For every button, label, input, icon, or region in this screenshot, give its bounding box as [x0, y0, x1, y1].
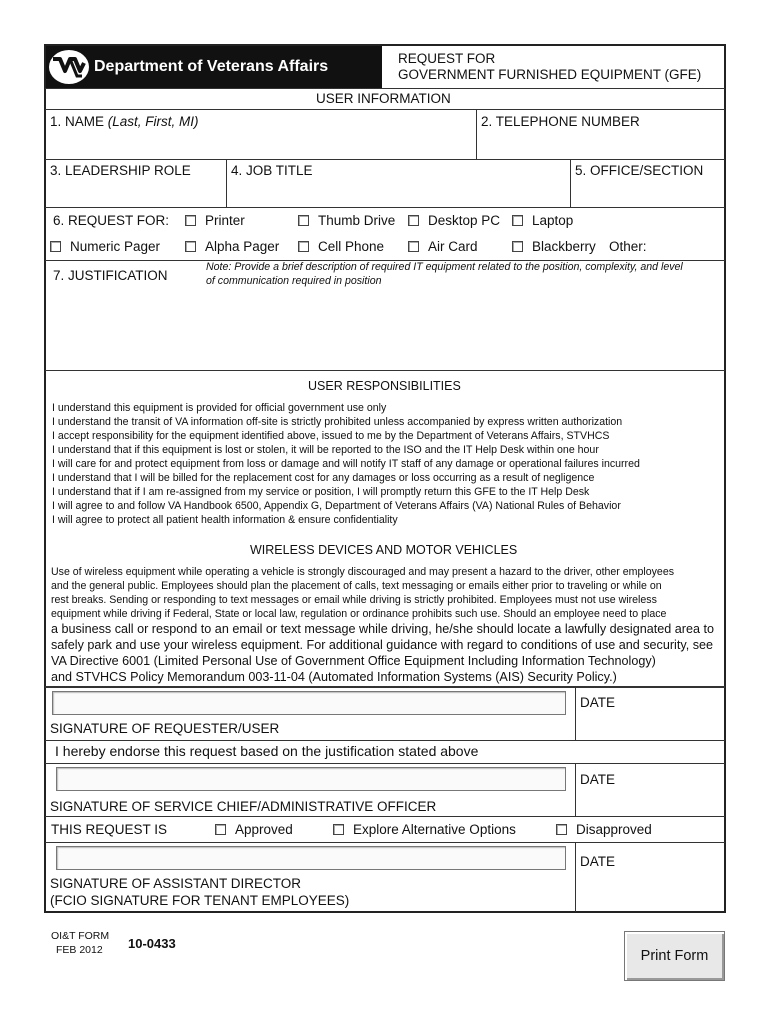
- air-card-checkbox[interactable]: [408, 241, 419, 252]
- responsibilities-title: USER RESPONSIBILITIES: [308, 379, 461, 393]
- name-hint: (Last, First, MI): [107, 114, 199, 129]
- printer-checkbox[interactable]: [185, 215, 196, 226]
- justification-text-area[interactable]: [206, 290, 722, 368]
- responsibility-line: I understand the transit of VA information off-site is strictly prohibited unless accompanied by express written authorization: [52, 416, 623, 428]
- approved-checkbox[interactable]: [215, 824, 226, 835]
- job-title-label[interactable]: 4. JOB TITLE: [231, 163, 313, 178]
- assistant-date-label[interactable]: DATE: [580, 854, 616, 869]
- numeric-pager-checkbox[interactable]: [50, 241, 61, 252]
- wireless-line: safely park and use your wireless equipment. For additional guidance with regard to conditions of use and security, see: [51, 638, 714, 652]
- responsibility-line: I will agree to protect all patient health information & ensure confidentiality: [52, 514, 398, 526]
- assistant-signature-label-line2: (FCIO SIGNATURE FOR TENANT EMPLOYEES): [50, 893, 350, 908]
- other-label[interactable]: Other:: [609, 239, 647, 254]
- name-field-label[interactable]: [50, 114, 199, 129]
- air-card-option-label: Air Card: [428, 239, 478, 254]
- wireless-title: WIRELESS DEVICES AND MOTOR VEHICLES: [250, 543, 518, 557]
- explore-alternatives-checkbox[interactable]: [333, 824, 344, 835]
- request-for-label: 6. REQUEST FOR:: [53, 213, 170, 228]
- alpha-pager-option-label: Alpha Pager: [205, 239, 280, 254]
- telephone-label[interactable]: 2. TELEPHONE NUMBER: [481, 114, 640, 129]
- name-label: 1. NAME: [50, 114, 105, 129]
- laptop-option-label: Laptop: [532, 213, 574, 228]
- leadership-role-label[interactable]: 3. LEADERSHIP ROLE: [50, 163, 191, 178]
- form-id-line1: OI&T FORM: [51, 930, 110, 942]
- cell-phone-checkbox[interactable]: [298, 241, 309, 252]
- wireless-line: a business call or respond to an email or text message while driving, he/she should locate a lawfully designated area to: [51, 622, 714, 636]
- assistant-signature-label-line1: SIGNATURE OF ASSISTANT DIRECTOR: [50, 876, 302, 891]
- wireless-line: VA Directive 6001 (Limited Personal Use of Government Office Equipment Including Information Technology): [51, 654, 656, 668]
- wireless-line: and the general public. Employees should plan the placement of calls, text messaging or emails either prior to traveling or while on: [51, 580, 662, 592]
- responsibility-line: I accept responsibility for the equipment identified above, issued to me by the Department of Veterans Affairs, STVHCS: [52, 430, 610, 442]
- blackberry-checkbox[interactable]: [512, 241, 523, 252]
- explore-alternatives-option-label: Explore Alternative Options: [353, 822, 516, 837]
- justification-note-line1: Note: Provide a brief description of required IT equipment related to the position, complexity, and level: [206, 261, 683, 273]
- approved-option-label: Approved: [235, 822, 293, 837]
- chief-date-label[interactable]: DATE: [580, 772, 616, 787]
- thumb-drive-option-label: Thumb Drive: [318, 213, 396, 228]
- responsibility-line: I understand that I will be billed for the replacement cost for any damages or loss occurring as a result of negligence: [52, 472, 595, 484]
- desktop-pc-option-label: Desktop PC: [428, 213, 501, 228]
- disapproved-option-label: Disapproved: [576, 822, 652, 837]
- numeric-pager-option-label: Numeric Pager: [70, 239, 161, 254]
- responsibility-line: I understand that if I am re-assigned from my service or position, I will promptly return this GFE to the IT Help Desk: [52, 486, 590, 498]
- disapproved-checkbox[interactable]: [556, 824, 567, 835]
- thumb-drive-checkbox[interactable]: [298, 215, 309, 226]
- form-title-line2: GOVERNMENT FURNISHED EQUIPMENT (GFE): [398, 67, 702, 82]
- form-id-line2: FEB 2012: [56, 944, 103, 956]
- va-logo-icon: [48, 49, 90, 85]
- request-is-label: THIS REQUEST IS: [51, 822, 168, 837]
- chief-signature-field[interactable]: [56, 767, 566, 791]
- wireless-line: rest breaks. Sending or responding to text messages or email while driving is strictly prohibited. Employees must not use wireless: [51, 594, 657, 606]
- form-number: 10-0433: [128, 936, 176, 951]
- print-form-button[interactable]: Print Form: [624, 931, 725, 981]
- responsibility-line: I will agree to and follow VA Handbook 6500, Appendix G, Department of Veterans Affairs (VA) National Rules of Behavior: [52, 500, 621, 512]
- laptop-checkbox[interactable]: [512, 215, 523, 226]
- printer-option-label: Printer: [205, 213, 245, 228]
- wireless-line: Use of wireless equipment while operating a vehicle is strongly discouraged and may present a hazard to the driver, other employees: [51, 566, 675, 578]
- justification-note-line2: of communication required in position: [206, 275, 382, 287]
- form-title-line1: REQUEST FOR: [398, 51, 496, 66]
- cell-phone-option-label: Cell Phone: [318, 239, 385, 254]
- responsibility-line: I will care for and protect equipment from loss or damage and will notify IT staff of any damage or operational failures incurred: [52, 458, 640, 470]
- office-section-label[interactable]: 5. OFFICE/SECTION: [575, 163, 704, 178]
- wireless-line: and STVHCS Policy Memorandum 003-11-04 (Automated Information Systems (AIS) Security Policy.): [51, 670, 617, 684]
- requester-signature-label: SIGNATURE OF REQUESTER/USER: [50, 721, 280, 736]
- responsibility-line: I understand this equipment is provided for official government use only: [52, 402, 387, 414]
- assistant-director-signature-field[interactable]: [56, 846, 566, 870]
- alpha-pager-checkbox[interactable]: [185, 241, 196, 252]
- chief-signature-label: SIGNATURE OF SERVICE CHIEF/ADMINISTRATIVE OFFICER: [50, 799, 437, 814]
- agency-name: Department of Veterans Affairs: [94, 58, 329, 75]
- desktop-pc-checkbox[interactable]: [408, 215, 419, 226]
- requester-date-label[interactable]: DATE: [580, 695, 616, 710]
- wireless-paragraph: [51, 565, 723, 685]
- responsibilities-list: [52, 401, 640, 527]
- user-info-title: USER INFORMATION: [316, 91, 451, 106]
- responsibility-line: I understand that if this equipment is lost or stolen, it will be reported to the ISO and the IT Help Desk within one hour: [52, 444, 599, 456]
- requester-signature-field[interactable]: [52, 691, 566, 715]
- wireless-line: equipment while driving if Federal, State or local law, regulation or ordinance prohibits such use. Should an employee need to place: [51, 608, 667, 620]
- blackberry-option-label: Blackberry: [532, 239, 596, 254]
- justification-label: 7. JUSTIFICATION: [53, 268, 168, 283]
- endorse-statement: I hereby endorse this request based on the justification stated above: [55, 743, 479, 759]
